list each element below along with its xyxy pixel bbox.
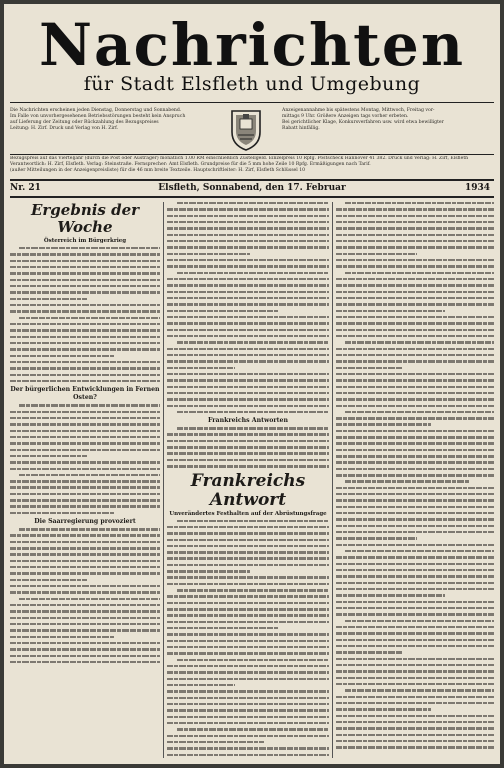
text-line (167, 278, 329, 280)
text-line (10, 480, 160, 482)
text-line (336, 310, 445, 312)
text-line (177, 272, 329, 274)
info-left-line: Im Falle von unvorhergesehenen Betriebsstörungen besteht kein Anspruch (10, 114, 186, 119)
text-line (336, 506, 494, 508)
text-line (167, 595, 329, 597)
text-line (10, 291, 160, 293)
dateline-rule-bottom (10, 196, 494, 198)
text-line (336, 234, 494, 236)
text-line (10, 547, 160, 549)
text-line (345, 689, 494, 691)
text-line (336, 588, 494, 590)
text-line (19, 247, 160, 249)
text-line (167, 608, 329, 610)
text-line (345, 411, 494, 413)
text-line (167, 440, 329, 442)
text-line (167, 465, 329, 467)
text-line (336, 727, 494, 729)
text-line (10, 430, 160, 432)
text-line (167, 335, 329, 337)
text-line (167, 392, 329, 394)
text-line (10, 285, 160, 287)
text-line (167, 754, 329, 756)
text-line (336, 398, 494, 400)
text-line (10, 486, 160, 488)
section-saar: Die Saarregierung provoziert (34, 518, 136, 526)
text-line (167, 405, 329, 407)
text-line (10, 449, 160, 451)
text-line (167, 398, 329, 400)
article-body (167, 427, 329, 467)
masthead-rule (10, 102, 494, 103)
column-2 (167, 202, 329, 760)
text-line (10, 617, 160, 619)
text-line (19, 404, 160, 406)
text-line (336, 537, 417, 539)
text-line (345, 341, 494, 343)
text-line (167, 227, 329, 229)
text-line (167, 684, 235, 686)
text-line (167, 246, 329, 248)
text-line (336, 493, 494, 495)
text-line (336, 360, 494, 362)
text-line (336, 449, 494, 451)
text-line (10, 553, 160, 555)
text-line (336, 253, 417, 255)
text-line (10, 380, 160, 382)
text-line (10, 355, 114, 357)
column-divider (332, 202, 333, 758)
coat-of-arms-icon (222, 108, 270, 152)
text-line (10, 361, 160, 363)
text-line (167, 545, 329, 547)
text-line (10, 436, 160, 438)
text-line (345, 620, 494, 622)
text-line (336, 215, 494, 217)
headline-week: Ergebnis der Woche (30, 202, 140, 236)
text-line (336, 436, 494, 438)
text-line (10, 253, 160, 255)
text-line (167, 253, 250, 255)
text-line (167, 208, 329, 210)
text-line (336, 430, 494, 432)
text-line (167, 215, 329, 217)
text-line (10, 468, 160, 470)
text-line (336, 683, 494, 685)
text-line (167, 602, 329, 604)
text-line (336, 575, 494, 577)
text-line (10, 266, 160, 268)
text-line (10, 329, 160, 331)
text-line (10, 374, 160, 376)
text-line (167, 221, 329, 223)
text-line (336, 240, 494, 242)
article-body (336, 202, 494, 749)
notice-line: Verantwortlich: H. Zirf, Elsfleth. Verlag: Steinstraße. Fernsprecher: Amt Elsfleth. Grundpreise für die 5 mm hohe Zeile 10 Rpfg. Ermäßigungen nach Tarif. (10, 162, 371, 168)
text-line (336, 658, 494, 660)
text-line (177, 728, 329, 730)
text-line (167, 722, 329, 724)
text-line (10, 541, 160, 543)
info-left-line: Die Nachrichten erscheinen jeden Dienstag, Donnerstag und Sonnabend. (10, 108, 182, 113)
text-line (336, 291, 494, 293)
text-line (10, 423, 160, 425)
text-line (10, 298, 87, 300)
info-rule (10, 154, 494, 155)
column-divider (163, 202, 164, 758)
text-line (167, 621, 329, 623)
text-line (177, 589, 329, 591)
text-line (10, 623, 160, 625)
text-line (10, 342, 160, 344)
text-line (167, 671, 329, 673)
text-line (167, 716, 329, 718)
text-line (10, 579, 87, 581)
text-line (10, 505, 160, 507)
headline-france-answer: Frankreichs Antwort (190, 470, 306, 510)
text-line (167, 583, 329, 585)
text-line (336, 265, 494, 267)
text-line (167, 526, 329, 528)
newspaper-page (4, 4, 500, 764)
text-line (10, 591, 160, 593)
column-1 (10, 202, 160, 760)
text-line (336, 512, 494, 514)
text-line (167, 690, 329, 692)
text-line (10, 272, 160, 274)
text-line (10, 336, 160, 338)
text-line (345, 550, 494, 552)
text-line (336, 582, 494, 584)
text-line (10, 512, 114, 514)
section-far-east: Der bürgerlichen Entwicklungen in Fernen Osten? (10, 386, 160, 402)
text-line (10, 642, 160, 644)
text-line (177, 520, 329, 522)
text-line (167, 452, 329, 454)
text-line (336, 348, 494, 350)
text-line (336, 746, 494, 748)
text-line (167, 373, 329, 375)
text-line (336, 405, 494, 407)
text-line (167, 703, 329, 705)
subhead-disarmament: Unverändertes Festhalten auf der Abrüstungsfrage (169, 510, 327, 517)
text-line (336, 354, 494, 356)
text-line (167, 633, 329, 635)
article-body (10, 528, 160, 663)
text-line (19, 598, 160, 600)
issue-number: Nr. 21 (10, 183, 41, 193)
text-line (167, 354, 329, 356)
text-line (167, 329, 329, 331)
text-line (177, 411, 329, 413)
issue-year: 1934 (464, 183, 490, 193)
text-line (167, 627, 279, 629)
text-line (177, 427, 329, 429)
text-line (177, 202, 329, 204)
text-line (336, 373, 494, 375)
text-line (167, 265, 329, 267)
article-body (167, 520, 329, 757)
text-line (336, 518, 494, 520)
text-line (336, 335, 494, 337)
text-line (167, 348, 329, 350)
text-line (19, 317, 160, 319)
text-line (336, 651, 402, 653)
article-body (10, 404, 160, 514)
text-line (336, 278, 494, 280)
text-line (10, 560, 160, 562)
info-left (10, 108, 210, 132)
text-line (336, 417, 494, 419)
newspaper-title: Nachrichten (38, 11, 466, 79)
text-line (167, 564, 329, 566)
text-line (10, 636, 114, 638)
text-line (10, 534, 160, 536)
text-line (10, 604, 160, 606)
info-bar (10, 108, 494, 152)
text-line (336, 367, 402, 369)
subhead-austria: Österreich im Bürgerkrieg (43, 238, 127, 244)
text-line (10, 304, 160, 306)
article-body (10, 247, 160, 382)
text-line (336, 423, 431, 425)
text-line (10, 417, 160, 419)
text-line (167, 665, 329, 667)
text-line (336, 531, 494, 533)
text-line (10, 461, 160, 463)
text-line (336, 221, 494, 223)
article-body (167, 202, 329, 413)
text-line (336, 677, 494, 679)
subscription-notice (10, 156, 494, 178)
text-line (336, 386, 494, 388)
text-line (336, 297, 494, 299)
text-line (167, 291, 329, 293)
text-line (336, 556, 494, 558)
text-line (336, 284, 494, 286)
info-right-line: Bei gerichtlicher Klage, Konkursverfahren usw. wird etwa bewilligter (282, 120, 444, 125)
text-line (336, 208, 494, 210)
text-line (336, 563, 494, 565)
text-line (336, 468, 494, 470)
text-line (336, 626, 494, 628)
info-right-line: Anzeigenannahme bis spätestens Montag, Mittwoch, Freitag vor- (282, 108, 435, 113)
place-date: Elsfleth, Sonnabend, den 17. Februar (158, 183, 346, 193)
text-line (336, 525, 494, 527)
text-line (10, 493, 160, 495)
text-line (336, 455, 494, 457)
text-line (167, 433, 329, 435)
info-right-line: Rabatt hinfällig. (282, 126, 320, 131)
text-line (167, 459, 329, 461)
masthead (10, 11, 494, 95)
text-line (10, 367, 160, 369)
text-line (10, 572, 160, 574)
text-line (167, 646, 329, 648)
text-line (10, 279, 160, 281)
text-line (167, 741, 264, 743)
text-line (10, 323, 160, 325)
text-line (336, 702, 494, 704)
text-line (167, 570, 250, 572)
text-line (177, 341, 329, 343)
text-line (336, 670, 494, 672)
text-line (10, 610, 160, 612)
text-line (336, 734, 494, 736)
text-line (345, 272, 494, 274)
text-line (167, 379, 329, 381)
text-line (10, 310, 160, 312)
text-line (336, 499, 494, 501)
text-line (336, 303, 494, 305)
text-line (167, 322, 329, 324)
text-line (167, 234, 329, 236)
text-line (167, 532, 329, 534)
text-line (10, 260, 160, 262)
text-line (167, 367, 235, 369)
text-line (336, 594, 445, 596)
info-right (282, 108, 494, 132)
text-line (167, 709, 329, 711)
section-frankreich: Frankreichs Antworten (208, 417, 288, 425)
text-line (336, 639, 494, 641)
text-line (336, 708, 431, 710)
text-line (336, 442, 494, 444)
text-line (336, 544, 494, 546)
text-line (336, 607, 494, 609)
text-line (167, 386, 329, 388)
text-line (336, 632, 494, 634)
text-line (336, 740, 494, 742)
text-line (167, 735, 329, 737)
text-line (10, 661, 160, 663)
text-line (336, 392, 494, 394)
text-line (336, 715, 494, 717)
text-line (10, 348, 160, 350)
text-line (167, 697, 329, 699)
text-line (167, 747, 329, 749)
text-line (336, 246, 494, 248)
text-line (167, 678, 329, 680)
text-line (10, 566, 160, 568)
text-line (336, 696, 494, 698)
text-line (336, 316, 494, 318)
text-line (167, 652, 329, 654)
text-line (167, 446, 329, 448)
text-line (167, 310, 279, 312)
text-line (167, 360, 329, 362)
text-line (167, 640, 329, 642)
text-line (336, 645, 494, 647)
text-line (10, 655, 160, 657)
text-line (167, 576, 329, 578)
text-line (336, 379, 494, 381)
text-line (336, 487, 494, 489)
info-left-line: Leitung: H. Zirf. Druck und Verlag von H. Zirf. (10, 126, 119, 131)
column-3 (336, 202, 494, 760)
text-line (336, 322, 494, 324)
text-line (167, 284, 329, 286)
text-line (10, 585, 160, 587)
text-line (336, 329, 494, 331)
notice-line: (außer Mitteilungen in der Anzeigenpreisliste) für die 46 mm breite Textzeile. Hauptschriftleiter: H. Zirf, Elsfleth Schlüssel 10 (10, 168, 306, 174)
text-line (10, 442, 160, 444)
text-line (345, 202, 494, 204)
text-line (19, 528, 160, 530)
text-line (336, 461, 494, 463)
newspaper-subtitle: für Stadt Elsfleth und Umgebung (83, 73, 421, 95)
text-line (336, 259, 494, 261)
text-line (167, 557, 329, 559)
text-line (167, 614, 329, 616)
info-right-line: mittags 9 Uhr. Größere Anzeigen tags vorher erbeten. (282, 114, 409, 119)
text-line (167, 316, 329, 318)
text-line (10, 648, 160, 650)
text-line (345, 480, 468, 482)
notice-line: Bezugspreis auf das Vierteljahr (durch die Post oder Austräger) monatlich 1.00 RM einschließlich Zustellgeld. Einzelpreis 10 Rpfg. Postscheck Hannover 41 382. Druck und Verlag: H. Zirf, Elsfleth (10, 156, 469, 161)
text-line (177, 659, 329, 661)
text-line (167, 303, 329, 305)
text-line (336, 664, 494, 666)
text-line (10, 411, 160, 413)
text-line (167, 539, 329, 541)
text-line (10, 499, 160, 501)
text-line (336, 613, 494, 615)
text-line (167, 240, 329, 242)
text-line (10, 455, 87, 457)
text-line (167, 297, 329, 299)
text-line (336, 569, 494, 571)
info-left-line: auf Lieferung der Zeitung oder Rückzahlung des Bezugspreises (10, 120, 159, 125)
dateline (10, 181, 494, 195)
text-line (336, 601, 494, 603)
text-line (167, 259, 329, 261)
text-line (336, 721, 494, 723)
text-line (19, 474, 160, 476)
text-line (336, 227, 494, 229)
text-line (10, 629, 160, 631)
text-line (167, 551, 329, 553)
text-line (336, 474, 494, 476)
